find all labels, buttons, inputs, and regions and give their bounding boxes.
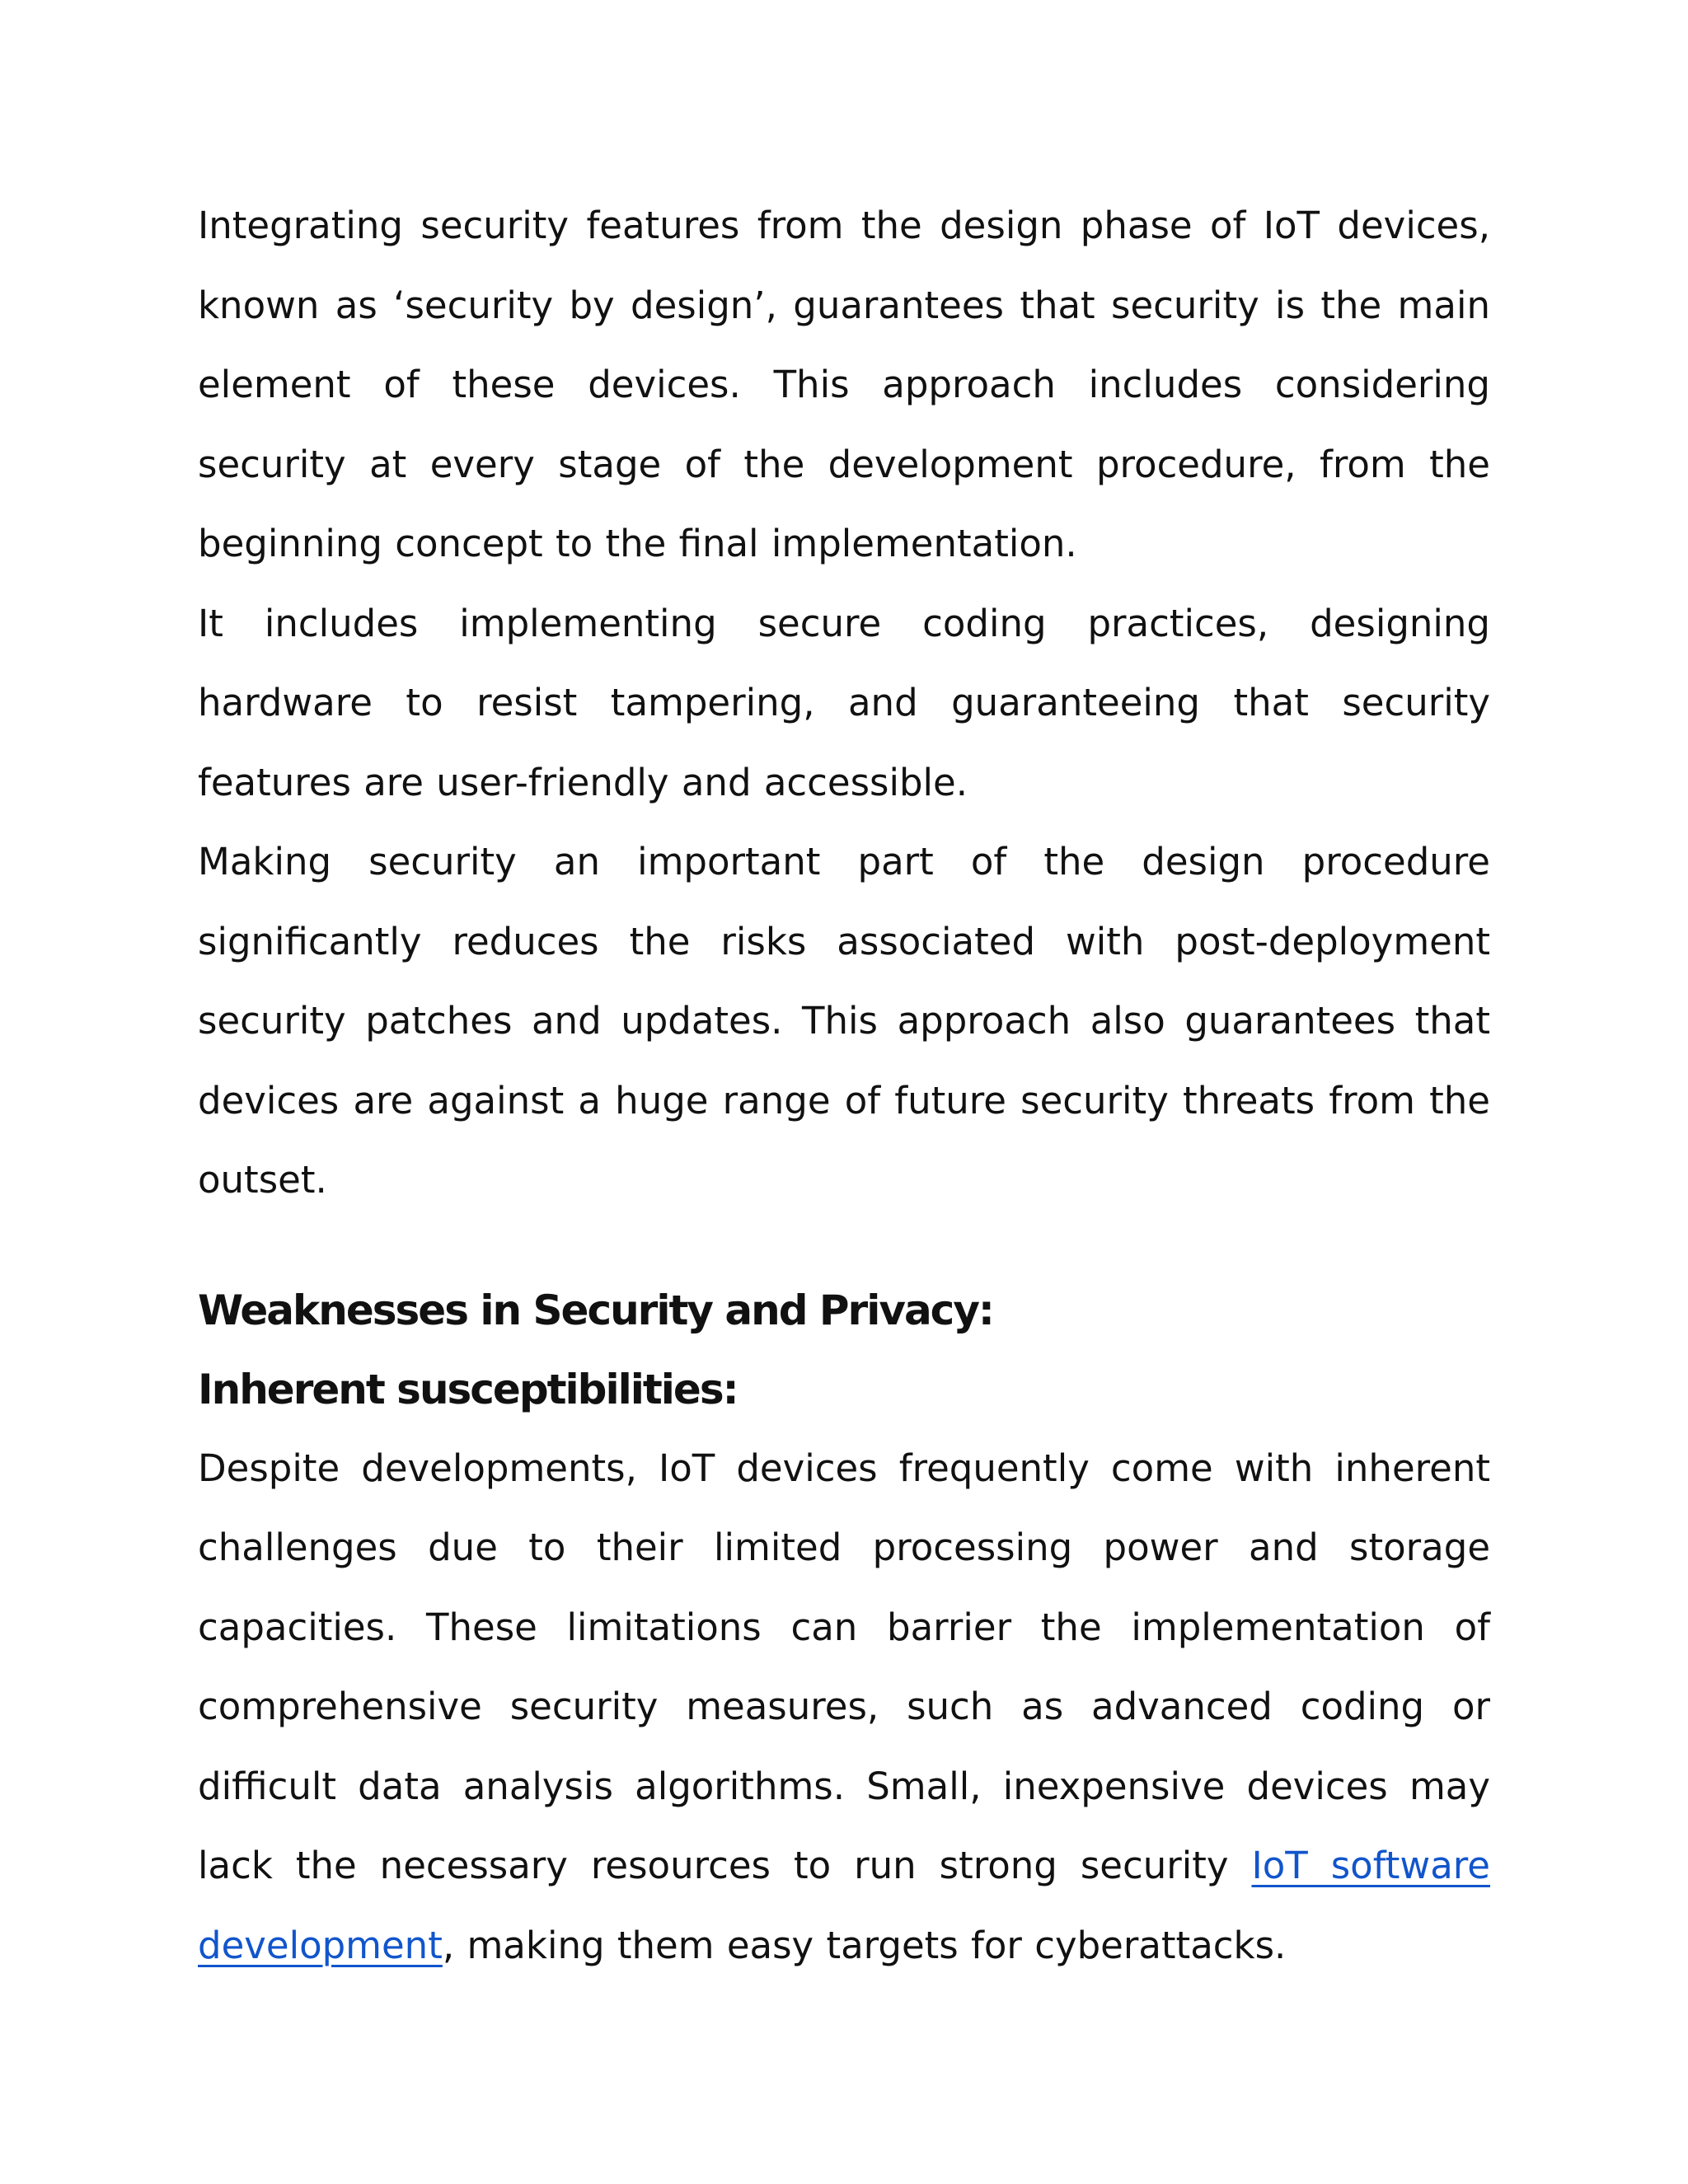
iot-software-development-link[interactable]: IoT software development	[198, 1844, 1490, 1967]
paragraph-text-before-link: Despite developments, IoT devices frequently come with inherent challenges due to their limited processing power and storage capacities. These limitations can barrier the implementation of comprehensive security measures, such as advanced coding or difficult data analysis algorithms. Small, inexpensive devices may lack the necessary resources to run strong security	[198, 1446, 1490, 1887]
subsection-heading: Inherent susceptibilities:	[198, 1365, 738, 1413]
paragraph-inherent-susceptibilities	[198, 1429, 1490, 1986]
paragraph-text-after-link: , making them easy targets for cyberattacks.	[442, 1923, 1287, 1967]
paragraph-risk-reduction: Making security an important part of the design procedure significantly reduces the risks associated with post-deployment security patches and updates. This approach also guarantees that devices are against a huge range of future security threats from the outset.	[198, 840, 1490, 1202]
paragraph-secure-practices: It includes implementing secure coding practices, designing hardware to resist tampering, and guaranteeing that security features are user-friendly and accessible.	[198, 601, 1490, 804]
paragraph-security-by-design: Integrating security features from the design phase of IoT devices, known as ‘security by design’, guarantees that security is the main element of these devices. This approach includes considering security at every stage of the development procedure, from the beginning concept to the final implementation.	[198, 204, 1490, 565]
document-page	[198, 186, 1490, 1985]
section-heading: Weaknesses in Security and Privacy:	[198, 1286, 993, 1334]
